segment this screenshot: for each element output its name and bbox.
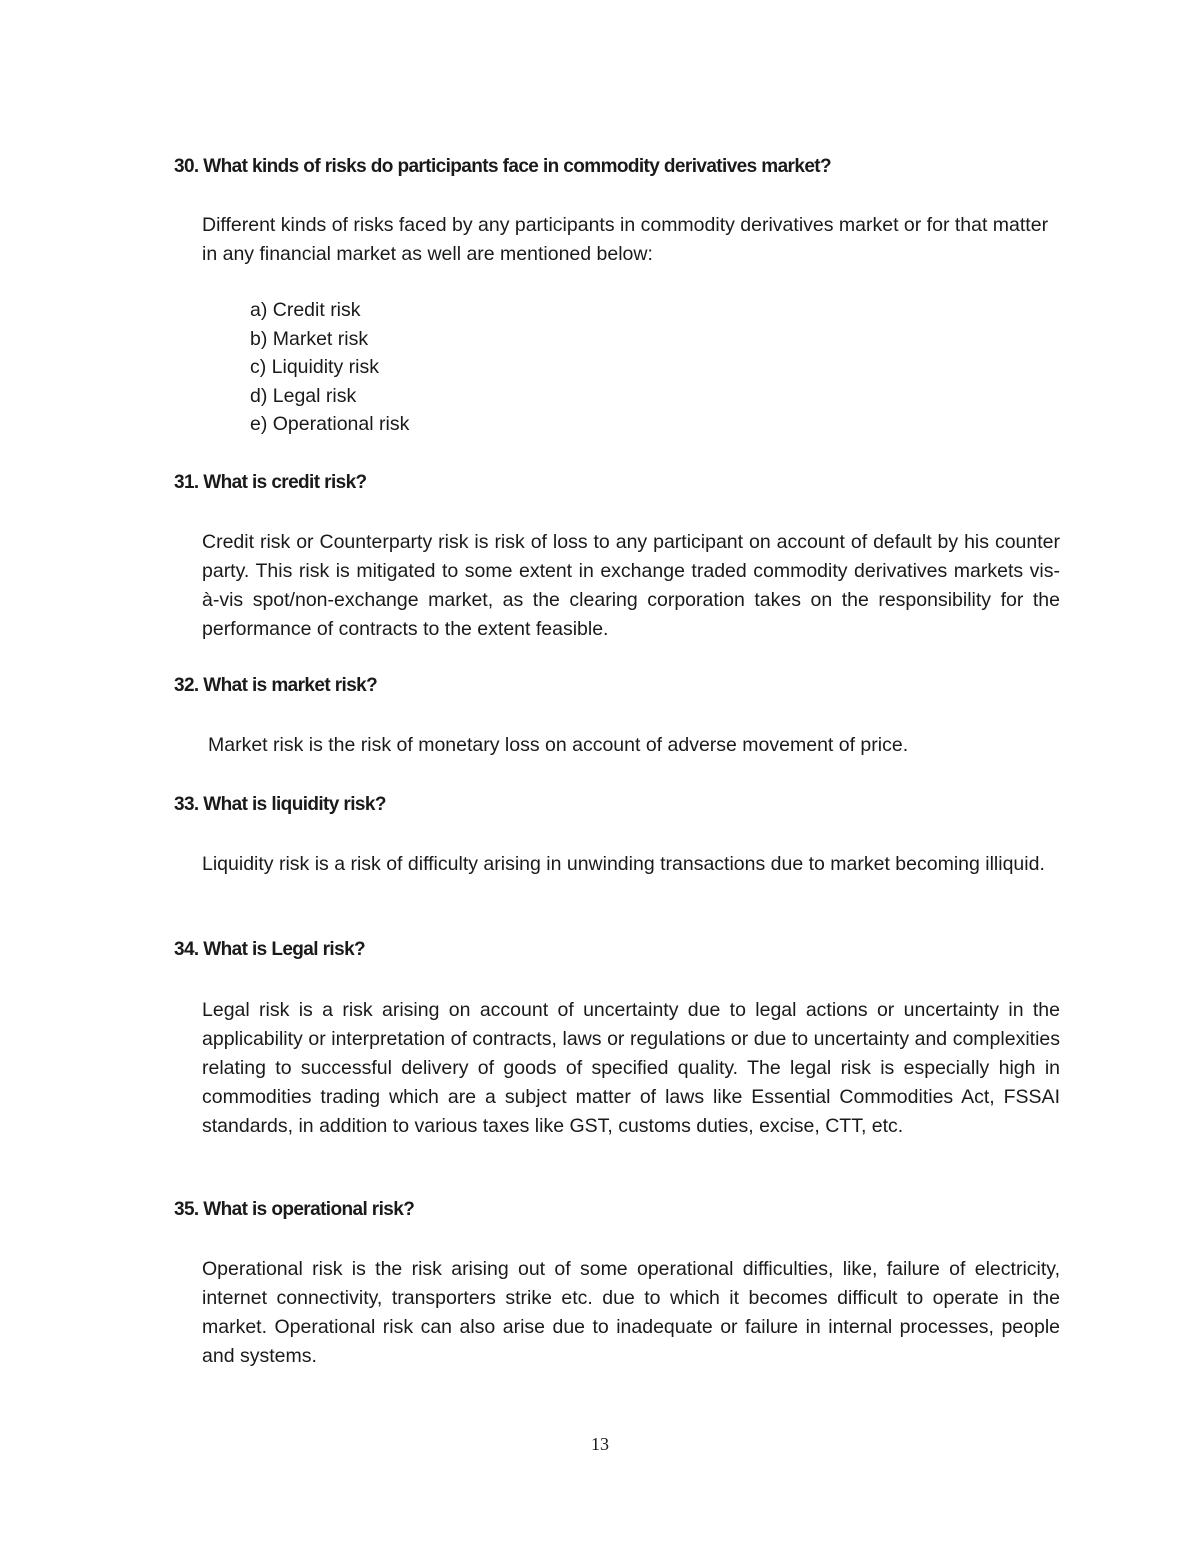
question-34-heading: 34. What is Legal risk? <box>174 939 366 960</box>
list-item: e) Operational risk <box>250 413 410 435</box>
list-item: a) Credit risk <box>250 299 361 321</box>
question-35-heading: 35. What is operational risk? <box>174 1199 415 1220</box>
question-33-heading: 33. What is liquidity risk? <box>174 794 386 815</box>
question-31-answer: Credit risk or Counterparty risk is risk of loss to any participant on account of default by his counter party. This risk is mitigated to some extent in exchange traded commodity derivatives markets vis-à-vis spot/non-exchange market, as the clearing corporation takes on the responsibility for the performance of contracts to the extent feasible. <box>202 531 1060 640</box>
list-item: c) Liquidity risk <box>250 356 379 378</box>
question-34-answer: Legal risk is a risk arising on account of uncertainty due to legal actions or uncertainty in the applicability or interpretation of contracts, laws or regulations or due to uncertainty and complexities relating to successful delivery of goods of specified quality. The legal risk is especially high in commodities trading which are a subject matter of laws like Essential Commodities Act, FSSAI standards, in addition to various taxes like GST, customs duties, excise, CTT, etc. <box>202 999 1060 1137</box>
page-number: 13 <box>591 1434 609 1454</box>
question-35-answer: Operational risk is the risk arising out of some operational difficulties, like, failure of electricity, internet connectivity, transporters strike etc. due to which it becomes difficult to operate in the market. Operational risk can also arise due to inadequate or failure in internal processes, people and systems. <box>202 1258 1060 1367</box>
question-32-heading: 32. What is market risk? <box>174 675 378 696</box>
question-31-heading: 31. What is credit risk? <box>174 472 367 493</box>
question-30-answer: Different kinds of risks faced by any participants in commodity derivatives market or for that matter in any financial market as well are mentioned below: <box>202 214 1049 265</box>
list-item: d) Legal risk <box>250 384 357 407</box>
question-32-answer: Market risk is the risk of monetary loss on account of adverse movement of price. <box>208 734 909 756</box>
risk-types-list <box>250 296 409 439</box>
question-30-heading: 30. What kinds of risks do participants face in commodity derivatives market? <box>174 156 832 177</box>
question-33-answer: Liquidity risk is a risk of difficulty arising in unwinding transactions due to market becoming illiquid. <box>202 853 1045 875</box>
list-item: b) Market risk <box>250 327 369 350</box>
